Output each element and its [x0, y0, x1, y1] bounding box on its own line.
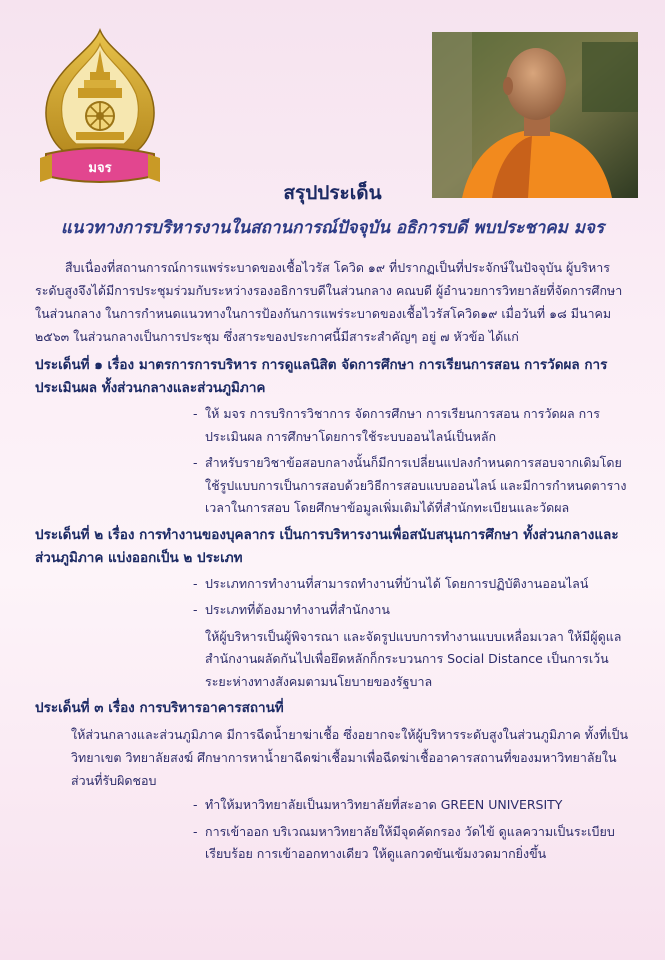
- section-heading: ประเด็นที่ ๒ เรื่อง การทำงานของบุคลากร เป็นการบริหารงานเพื่อสนับสนุนการศึกษา ทั้งส่วนกลางและส่วนภูมิภาค แบ่งออกเป็น ๒ ประเภท: [35, 526, 619, 566]
- page-title: สรุปประเด็น: [283, 182, 382, 204]
- list-item-text: ประเภทที่ต้องมาทำงานที่สำนักงาน: [205, 602, 390, 617]
- intro-paragraph: สืบเนื่องที่สถานการณ์การแพร่ระบาดของเชื้อไวรัส โควิด ๑๙ ที่ปรากฏเป็นที่ประจักษ์ในปัจจุบัน ผู้บริหารระดับสูงจึงได้มีการประชุมร่วมกับระหว่างรองอธิการบดีในส่วนกลาง คณบดี ผู้อำนวยการวิทยาลัยที่จัดการศึกษาในส่วนกลาง ในการกำหนดแนวทางในการป้องกันการแพร่ระบาดของเชื้อไวรัสโควิด๑๙ เมื่อวันที่ ๑๘ มีนาคม ๒๕๖๓ ในส่วนกลางเป็นการประชุม ซึ่งสาระของประกาศนี้มีสาระสำคัญๆ อยู่ ๗ หัวข้อ ได้แก่: [35, 260, 623, 344]
- section-paragraph: ให้ส่วนกลางและส่วนภูมิภาค มีการฉีดน้ำยาฆ่าเชื้อ ซึ่งอยากจะให้ผู้บริหารระดับสูงในส่วนภูมิภาค ทั้งที่เป็นวิทยาเขต วิทยาลัยสงฆ์ ศึกษาการหาน้ำยาฉีดฆ่าเชื้อมาเพื่อฉีดฆ่าเชื้ออาคารสถานที่ของมหาวิทยาลัยในส่วนที่รับผิดชอบ: [71, 727, 628, 788]
- list-item: [193, 403, 635, 448]
- section-3: [35, 697, 635, 866]
- bullet-dash: -: [193, 823, 198, 839]
- main-content: [35, 256, 635, 870]
- list-item-text: การเข้าออก บริเวณมหาวิทยาลัยให้มีจุดคัดกรอง วัดไข้ ดูแลความเป็นระเบียบเรียบร้อย การเข้าออกทางเดียว ให้ดูแลกวดขันเข้มงวดมากยิ่งขึ้น: [205, 823, 615, 861]
- list-item: [193, 573, 635, 596]
- monk-photo: [432, 32, 638, 198]
- list-item-text: ทำให้มหาวิทยาลัยเป็นมหาวิทยาลัยที่สะอาด GREEN UNIVERSITY: [205, 797, 563, 812]
- logo-text: มจร: [88, 161, 112, 176]
- list-item: [193, 452, 635, 520]
- list-item-text: ให้ มจร การบริการวิชาการ จัดการศึกษา การเรียนการสอน การวัดผล การประเมินผล การศึกษาโดยการใช้ระบบออนไลน์เป็นหลัก: [205, 406, 600, 444]
- section-2: [35, 524, 635, 694]
- list-item: [193, 794, 635, 817]
- list-item-text: สำหรับรายวิชาข้อสอบกลางนั้นก็มีการเปลี่ยนแปลงกำหนดการสอบจากเดิมโดยใช้รูปแบบการเป็นการสอบด้วยวิธีการสอบแบบออนไลน์ และมีการกำหนดตารางเวลาในการสอบ โดยศึกษาข้อมูลเพิ่มเติมได้ที่สำนักทะเบียนและวัดผล: [205, 455, 627, 515]
- bullet-dash: -: [193, 575, 198, 591]
- bullet-dash: -: [193, 455, 198, 470]
- list-item-text: ประเภทการทำงานที่สามารถทำงานที่บ้านได้ โดยการปฏิบัติงานออนไลน์: [205, 575, 589, 591]
- section-heading: ประเด็นที่ ๓ เรื่อง การบริหารอาคารสถานที่: [35, 700, 284, 716]
- bullet-dash: -: [193, 406, 198, 421]
- section-1: [35, 354, 635, 520]
- bullet-dash: -: [193, 602, 198, 617]
- section-heading: ประเด็นที่ ๑ เรื่อง มาตรการการบริหาร การดูแลนิสิต จัดการศึกษา การเรียนการสอน การวัดผล การประเมินผล ทั้งส่วนกลางและส่วนภูมิภาค: [35, 357, 608, 396]
- bullet-dash: -: [193, 797, 198, 812]
- list-item-continuation: ให้ผู้บริหารเป็นผู้พิจารณา และจัดรูปแบบการทำงานแบบเหลื่อมเวลา ให้มีผู้ดูแลสำนักงานผลัดกันไปเพื่อยึดหลักก็กระบวนการ Social Distance เป็นการเว้นระยะห่างทางสังคมตามนโยบายของรัฐบาล: [205, 628, 622, 689]
- list-item: [193, 599, 635, 622]
- page-subtitle: แนวทางการบริหารงานในสถานการณ์ปัจจุบัน อธิการบดี พบประชาคม มจร: [60, 218, 605, 238]
- list-item: [193, 821, 635, 866]
- university-logo: [38, 26, 162, 194]
